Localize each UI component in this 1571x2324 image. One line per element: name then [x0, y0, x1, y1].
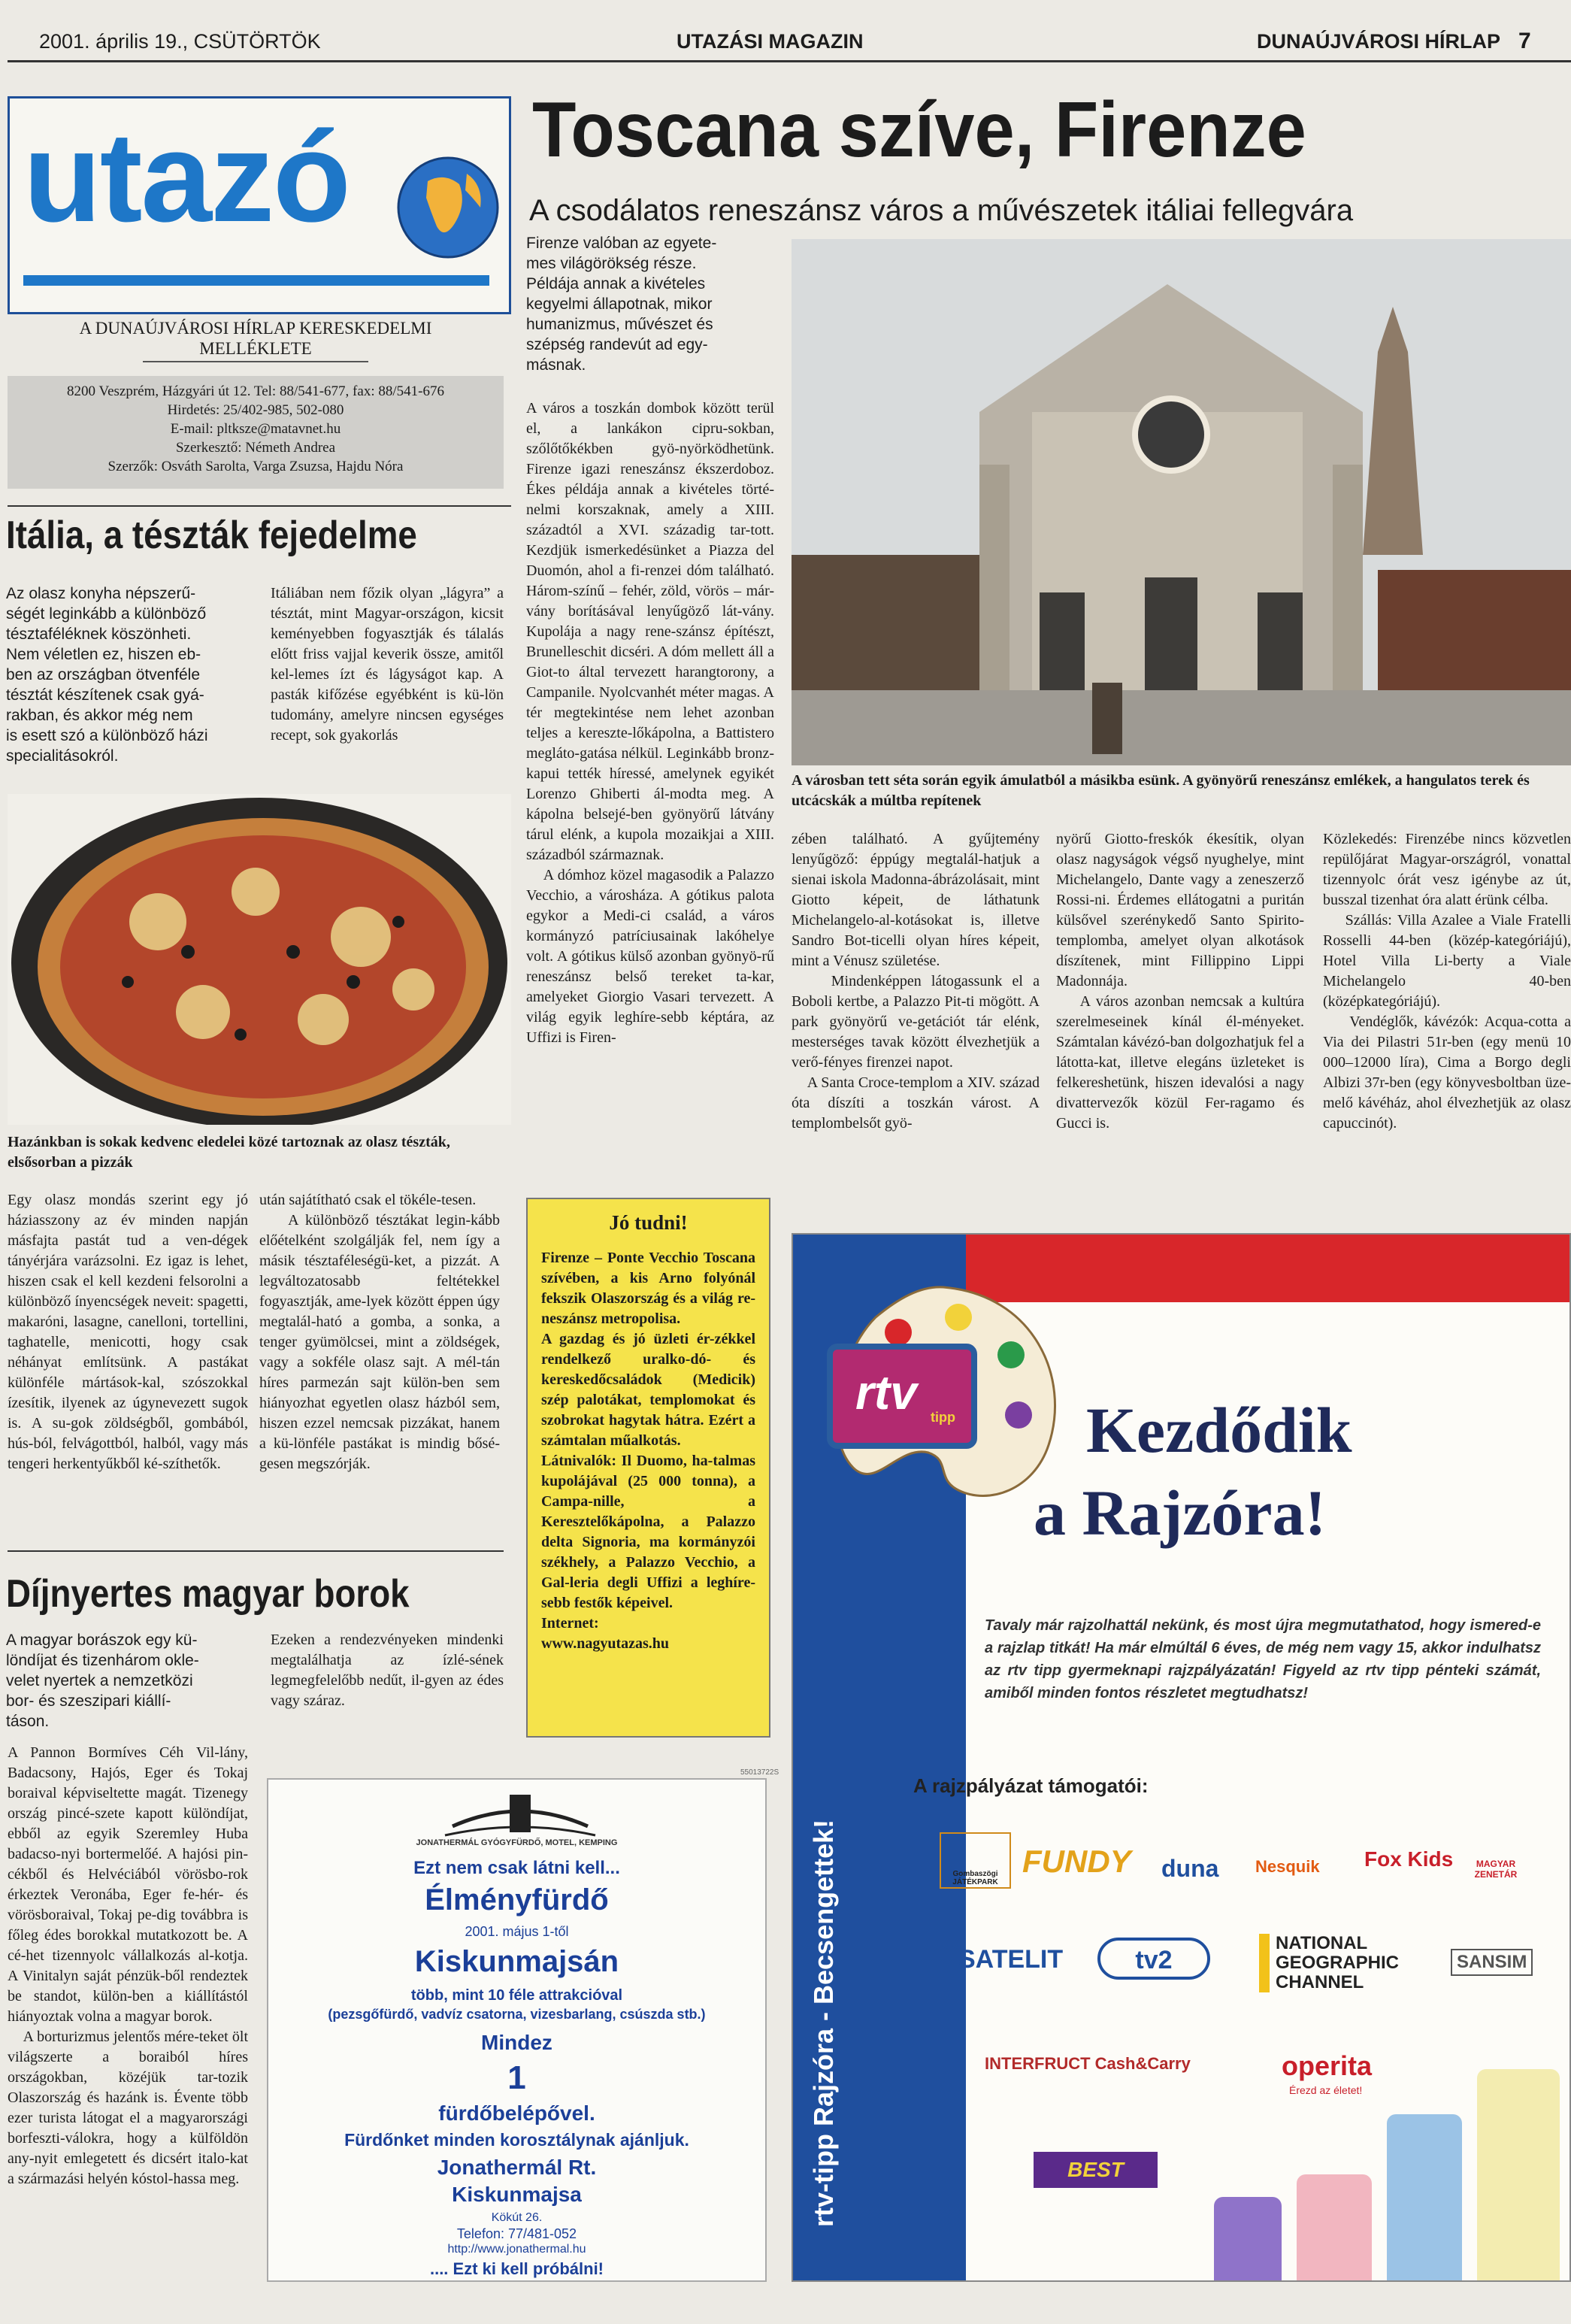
sponsor-logo: BEST — [1034, 2152, 1158, 2188]
sponsor-logo: MAGYAR ZENETÁR — [1474, 1859, 1518, 1880]
page-number: 7 — [1518, 29, 1531, 53]
ad-line: 2001. május 1-től — [465, 1924, 569, 1939]
imprint-editor: Szerkesztő: Németh Andrea — [175, 440, 336, 456]
ad-line: Jonathermál Rt. — [437, 2156, 597, 2179]
info-box-title: Jó tudni! — [609, 1211, 688, 1234]
florence-col1: A város a toszkán dombok között terül el, a lankákon cipru-sokban, szőlőtőkékben gyö-nyörködhetünk. Firenze igazi reneszánsz ékszerdoboz. Ékes példája annak a kivételes törté-nelmi korszaknak, amely a XIII. századtól a XVI. századig tar-tott. Kezdjük ismerkedésünket a Piazza del Duomón, ahol a fi-renzei dóm található. Három-színű – fehér, zöld, vörös – már-vány borításával lenyűgöző lát-vány. Kupolája a nagy rene-szánsz építészt, Brunelleschit dicséri. A dóm mellett áll a Giot-to által tervezett harangtorony, a Campanile. Nyolcvanhét méter magas. A tér megtekintése nem lehet azonban teljes a kereszte-lőkápolna, a Battistero meglátо-gatása nélkül. Leginkább bronz-kapui tették híressé, amelynek egyikét Lorenzo Ghiberti ál-modta meg. A kápolna belsejé-ben gyönyörű látvány tárul elénk, a kupola mozaikjai a XIII. századból származnak. A dómhoz közel magasodik a Palazzo Vecchio, a városháza. A gótikus palota egykor a Medi-ci család, a város kormányzó patríciusainak lakóhelye volt. A gótikus külső azonban gyönyö-rű reneszánsz belső tereket ta-kar, amelyeket Giorgio Vasari tervezett. A világ egyik leghíre-sebb képtára, az Uffizi is Firen- — [526, 400, 774, 1046]
florence-col3: nyörű Giotto-freskók ékesítik, olyan olasz nagyságok végső nyughelye, mint Michelangelo, Dante vagy a zeneszerző Rossi-ni. Érdemes ellátogatni a puritán külsővel szerénykedő Santo Spirito-templomba, amelyet olyan alkotások díszítenek, mint Fillippino Lippi Madonnája. A város azonban nemcsak a kultúra szerelmeseinek kínál él-ményeket. Számtalan kávézó-ban dolgozhatjuk fel a látotta-kat, illetve elegáns üzleteket is felkereshetünk, hiszen idevalósi a nagy divattervezők közül Fer-ragamo és Gucci is. — [1056, 831, 1305, 1132]
florence-col2: zében található. A gyűjtemény lenyűgöző: éppúgy megtalál-hatjuk a sienai iskola Madonna-ábrázolásait, mint Giotto képeit, de láthatunk Michelangelo-al-kotásokat is, illetve Sandro Bot-ticelli olyan híres képeit, mint a Vénusz születése. Mindenképpen látogassunk el a Boboli kertbe, a Palazzo Pit-ti mögött. A park gyönyörű ve-getációt tár elénk, mesterséges tavak között élvezhetjük a verő-fényes firenzei napot. A Santa Croce-templom a XIV. század óta díszíti a toszkán várost. A templombelsőt gyö- — [792, 831, 1040, 1132]
rtv-badge-sub: tipp — [931, 1410, 955, 1425]
sponsor-logo: tv2 — [1097, 1938, 1210, 1980]
sponsor-logo: Fox Kids — [1364, 1847, 1454, 1871]
wine-body: A Pannon Bormíves Céh Vil-lány, Badacsony, Hajós, Eger és Tokaj boraival képviseltette magát. Tizenegy ország pincé-szete kapott különdíjat, ebből az egyik Szeremley Huba badacso-nyi bortermelőé. A hajósi pin-cékből és Helvéciából vörösbo-rok érkeztek Veronába, Eger fe-hér- és vörösboraival, Tokaj pe-dig továbbra is főleg édes borokkal mutatkozott be. A cé-het tizennyolc vállalkozás al-kotja. A Vinitalyn saját pénzük-ből rendeztek be standot, külön-ben a kiállítástól hiányoztak volna a magyar borok. A borturizmus jelentős mére-teket ölt világszerte a boraiból híres országokban, közéjük tar-tozik Olaszország és hazánk is. Évente több ezer turista látogat el a magyarországi borfeszti-válokra, hogy a külföldön any-nyit emlegetett és dicsért italo-kat a származási helyén kóstol-hassa meg. — [8, 1744, 248, 2187]
ad-code: 55013722S — [740, 1768, 779, 1777]
sponsor-logo: NATIONAL GEOGRAPHIC CHANNEL — [1259, 1934, 1424, 1992]
rtv-headline-1: Kezdődik — [1086, 1394, 1352, 1466]
pizza-caption: Hazánkban is sokak kedvenc eledelei közé tartoznak az olasz tészták, elsősorban a pizzák — [8, 1134, 450, 1171]
ad-line: Ezt nem csak látni kell... — [413, 1858, 620, 1878]
ad-line: Telefon: 77/481-052 — [456, 2226, 577, 2241]
issue-date: 2001. április 19., CSÜTÖRTÖK — [39, 30, 321, 53]
sponsor-logo: SANSIM — [1451, 1949, 1533, 1976]
ad-line: több, mint 10 féle attrakcióval — [410, 1987, 623, 2004]
ad-line: fürdőbelépővel. — [438, 2101, 595, 2125]
ad-line: Kiskunmajsán — [414, 1945, 619, 1978]
wine-lead: A magyar borászok egy kü- löndíjat és tizenhárom okle- velet nyertek a nemzetközi bor- és szeszipari kiállí- táson. — [6, 1632, 199, 1730]
imprint-ads: Hirdetés: 25/402-985, 502-080 — [167, 402, 344, 418]
jonathermal-logo-icon — [437, 1789, 603, 1843]
wine-article-title: Díjnyertes magyar borok — [6, 1572, 410, 1616]
info-box — [526, 1198, 770, 1738]
masthead-subtitle: A DUNAÚJVÁROSI HÍRLAP KERESKEDELMI MELLÉKLETE — [79, 319, 432, 358]
section-title: UTAZÁSI MAGAZIN — [677, 30, 864, 53]
ad-line: Kiskunmajsa — [452, 2183, 582, 2206]
ad-line: 1 — [507, 2059, 526, 2096]
rtv-ad — [792, 1233, 1571, 2282]
rtv-body: Tavaly már rajzolhattál nekünk, és most újra megmutathatod, hogy ismered-e a rajzlap titkát! Ha már elmúltál 6 éves, de még nem vagy 15, akkor indulhatsz az rtv tipp gyermeknapi rajzpályázatán! Figyeld az rtv tipp pénteki számát, amiből minden fontos részletet megtudhatsz! — [985, 1617, 1541, 1701]
sponsor-logo: SATELIT — [958, 1945, 1064, 1974]
ad-line: http://www.jonathermal.hu — [447, 2243, 586, 2256]
santa-croce-caption: A városban tett séta során egyik ámulatból a másikba esünk. A gyönyörű reneszánsz emlékek, a hangulatos terek és utcácskák a múltba repítenek — [792, 772, 1530, 809]
florence-article-title: Toscana szíve, Firenze — [532, 86, 1306, 174]
rtv-headline-2: a Rajzóra! — [1034, 1477, 1327, 1549]
crayons-illustration — [1199, 2024, 1571, 2282]
sponsor-tagline: Érezd az életet! — [1289, 2084, 1363, 2096]
rtv-sponsors-title: A rajzpályázat támogatói: — [913, 1774, 1149, 1797]
sponsor-logo: Nesquik — [1255, 1857, 1320, 1876]
masthead-bar — [23, 275, 489, 286]
italy-lead: Az olasz konyha népszerű- ségét leginkább a különböző tésztaféléknek köszönheti. Nem véletlen ez, hiszen eb- ben az országban ötvenféle tésztát készítenek csak gyá- rakban, és akkor még nem is esett szó a különböző házi specialitásokról. — [6, 585, 208, 765]
ad-line: Élményfürdő — [425, 1883, 609, 1916]
header-rule — [8, 60, 1571, 62]
masthead-box — [8, 96, 511, 314]
sponsor-logo: operita — [1282, 2050, 1373, 2081]
ad-line: Fürdőnket minden korosztálynak ajánljuk. — [344, 2130, 689, 2150]
rtv-tv-badge — [827, 1344, 977, 1449]
italy-col2: Itáliában nem főzik olyan „lágyra” a tésztát, mint Magyar-országon, kicsit keményebben fogyasztják és tálalás előtt friss vajjal keverik össze, amitől kel-lemes ízt és lágyságot kap. A pasták kifőzése egyébként is kü-lön tudomány, amelyre nincsen egységes recept, sok gyakorlás — [271, 585, 507, 744]
ad-line: .... Ezt ki kell próbálni! — [429, 2259, 604, 2278]
sponsor-logo: Gombaszögi JÁTÉKPARK — [940, 1832, 1011, 1889]
masthead-logo: utazó — [23, 106, 350, 249]
sponsor-logo: FUNDY — [1022, 1844, 1131, 1879]
italy-body2: után sajátítható csak el tökéle-tesen. A különböző tésztákat legin-kább előételként szolgálják fel, nem így a másik tésztaféleségü-ket, a pizzát. A legváltozatosabb feltétekkel fogyasztják, ame-lyek között éppen úgy megtalál-ható a gomba, a sonka, a tenger gyümölcsei, mint a zöldségek, vagy a sokféle olasz sajt. A mél-tán híres parmezán sajt külön-ben sem hiányozhat egyetlen olasz házból sem, hiszen ezzel nemcsak pizzákat, hanem a kü-lönféle pastákat is mindig bősé-gesen megszórják. — [259, 1192, 501, 1472]
info-box-body: Firenze – Ponte Vecchio Toscana szívében, a kis Arno folyónál fekszik Olaszország és a világ re-neszánsz metropolisa. A gazdag és jó üzleti ér-zékkel rendelkező uralko-dó- és kereskedőcsaládok (Medicik) szép palotákat, templomokat és szobrokat hagytak hátra. Ezért a számtalan műalkotás. Látnivalók: Il Duomo, ha-talmas kupolájával (25 000 tonna), a Campa-nille, a Keresztelőkápolna, a Palazzo delta Signoria, ma kormányzói székhely, a Palazzo Vecchio, a Gal-leria degli Uffizi a leghíre-sebb festők képeivel. Internet: www.nagyutazas.hu — [541, 1250, 755, 1652]
florence-col4: Közlekedés: Firenzébe nincs közvetlen repülőjárat Magyar-országról, vonattal tizennyolc órát vesz igénybe az út, busszal tizenhat óra alatt érünk célba. Szállás: Villa Azalee a Viale Fratelli Rosselli 44-ben (közép-kategóriájú), Hotel Villa Li-berty a Viale Michelangelo 40-ben (középkategóriájú). Vendéglők, kávézók: Acqua-cotta a Via dei Pilastri 51r-ben (egy menü 10 000–12000 líra), Cima a Borgo degli Albizi 37r-ben (egy könyvesboltban üze-melő kávéház, ahol élvezhetjük az olasz capuccinót). — [1323, 831, 1571, 1132]
florence-subtitle: A csodálatos reneszánsz város a művészetek itáliai fellegvára — [529, 194, 1354, 227]
newspaper-name: DUNAÚJVÁROSI HÍRLAP — [1257, 30, 1501, 53]
wine-col2: Ezeken a rendezvényeken mindenki megtalálhatja az ízlé-sének legmegfelelőbb nedűt, il-gyen az édes vagy száraz. — [271, 1632, 507, 1709]
ad-line: Kökút 26. — [491, 2211, 543, 2224]
santa-croce-photo — [792, 239, 1571, 765]
jonathermal-ad — [267, 1778, 767, 2282]
globe-icon — [392, 151, 504, 264]
rtv-badge-text: rtv — [855, 1365, 917, 1420]
imprint-authors: Szerzők: Osváth Sarolta, Varga Zsuzsa, Hajdu Nóra — [107, 459, 404, 474]
florence-lead: Firenze valóban az egyete- mes világörökség része. Példája annak a kivételes kegyelmi állapotnak, mikor humanizmus, művészet és szépség randevút ad egy- másnak. — [526, 235, 717, 374]
divider — [8, 505, 511, 507]
ad-line: (pezsgőfürdő, vadvíz csatorna, vizesbarlang, csúszda stb.) — [328, 2007, 706, 2022]
jonathermal-logo-text: JONATHERMÁL GYÓGYFÜRDŐ, MOTEL, KEMPING — [416, 1838, 618, 1847]
masthead-divider — [143, 361, 368, 362]
pizza-photo — [8, 794, 511, 1125]
imprint-address: 8200 Veszprém, Házgyári út 12. Tel: 88/541-677, fax: 88/541-676 — [67, 383, 444, 399]
ad-line: Mindez — [481, 2031, 552, 2054]
rtv-side-text: rtv-tipp Rajzóra - Becsengettek! — [808, 1819, 839, 2227]
italy-body1: Egy olasz mondás szerint egy jó háziasszony az év minden napján másfajta pastát tud a ven-dégek tányérjára varázsolni. Ez igaz is lehet, hiszen csak el kell kezdeni felsorolni a különböző ínyencségek neveit: spagetti, makaróni, lasagne, canelloni, tortellini, taghatelle, menicotti, hogy csak néhányat említsünk. A pastákat különféle mártások-kal, szószokkal ízesítik, ilyenek az úgynevezett sugok is. A su-gok zöldségből, gombából, hús-ból, felvágottból, halból, vagy más tengeri herkentyűkből ké-szíthetők. — [8, 1192, 252, 1472]
divider — [8, 1550, 504, 1552]
italy-article-title: Itália, a tészták fejedelme — [6, 514, 417, 557]
imprint-box — [8, 376, 504, 489]
imprint-email: E-mail: pltksze@matavnet.hu — [170, 421, 341, 437]
sponsor-logo: INTERFRUCT Cash&Carry — [985, 2054, 1191, 2073]
sponsor-logo: duna — [1161, 1855, 1219, 1882]
